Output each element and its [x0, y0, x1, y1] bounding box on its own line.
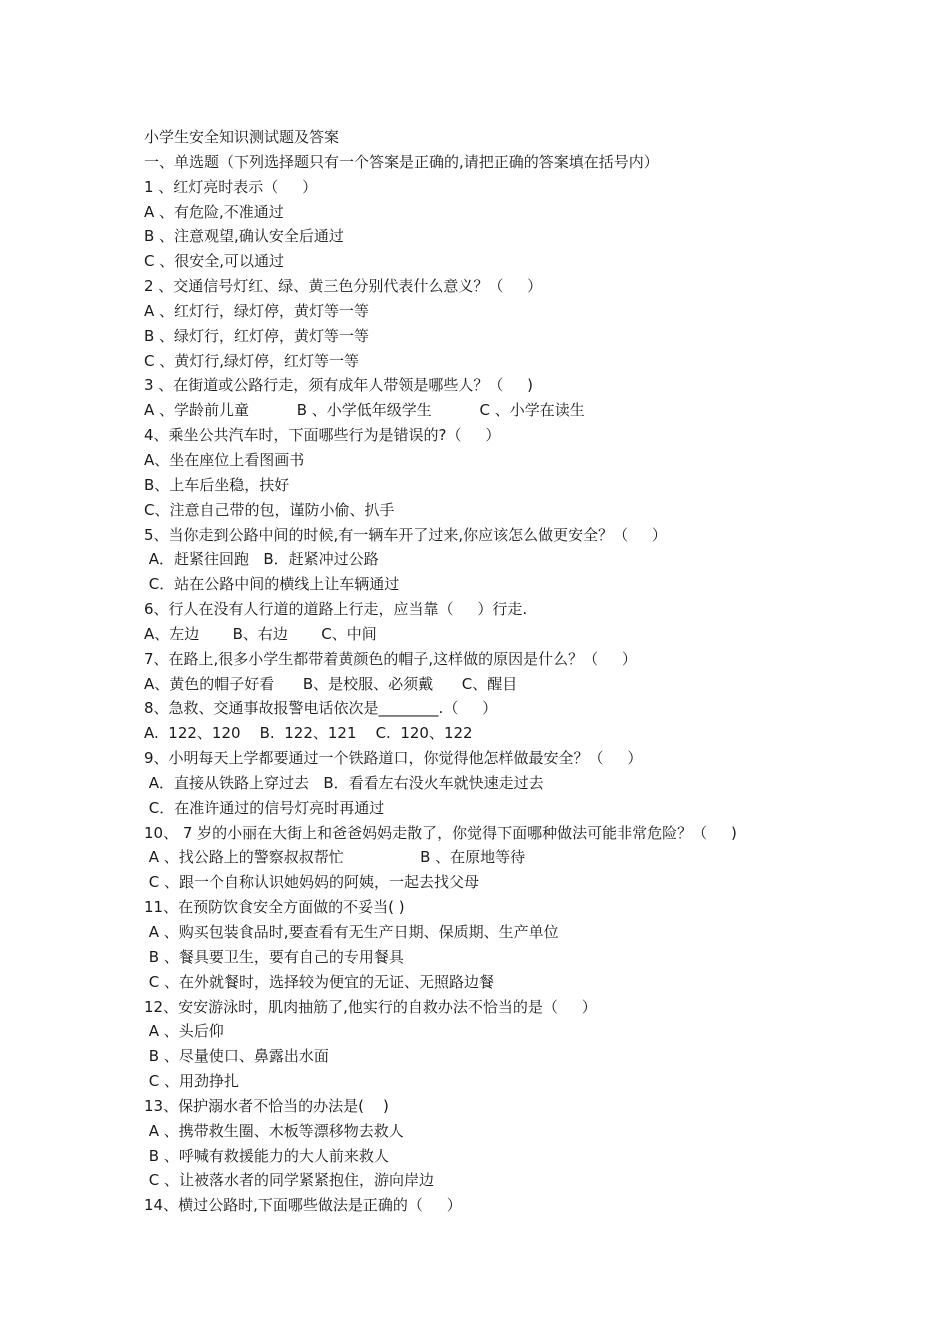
question-4-option-b: B、上车后坐稳，扶好 [144, 475, 290, 494]
question-8-options: A. 122、120 B. 122、121 C. 120、122 [144, 724, 473, 743]
question-5-options-ab: A．赶紧往回跑 B．赶紧冲过公路 [144, 550, 379, 569]
question-1-option-c: C 、很安全,可以通过 [144, 252, 285, 271]
document-title: 小学生安全知识测试题及答案 [144, 128, 340, 146]
question-7-options: A、黄色的帽子好看 B、是校服、必须戴 C、醒目 [144, 674, 518, 693]
question-13-option-a: A 、携带救生圈、木板等漂移物去救人 [144, 1121, 404, 1140]
question-12-option-b: B 、尽量使口、鼻露出水面 [144, 1047, 329, 1066]
question-1-option-a: A 、有危险,不准通过 [144, 202, 284, 221]
section-heading: 一、单选题（下列选择题只有一个答案是正确的,请把正确的答案填在括号内） [144, 152, 659, 171]
question-13-option-b: B 、呼喊有救援能力的大人前来救人 [144, 1146, 389, 1165]
question-10-options-ab: A 、找公路上的警察叔叔帮忙 B 、在原地等待 [144, 848, 526, 867]
question-10: 10、 7 岁的小丽在大街上和爸爸妈妈走散了，你觉得下面哪种做法可能非常危险？（ ) [144, 823, 737, 842]
question-11-option-a: A 、购买包装食品时,要查看有无生产日期、保质期、生产单位 [144, 923, 559, 941]
question-9: 9、小明每天上学都要通过一个铁路道口，你觉得他怎样做最安全？（ ） [144, 749, 643, 768]
question-2-option-c: C 、黄灯行,绿灯停，红灯等一等 [144, 351, 360, 370]
question-11: 11、在预防饮食安全方面做的不妥当( ) [144, 898, 405, 917]
question-1-option-b: B 、注意观望,确认安全后通过 [144, 227, 344, 246]
question-8: 8、急救、交通事故报警电话依次是________.（ ） [144, 699, 498, 718]
question-7: 7、在路上,很多小学生都带着黄颜色的帽子,这样做的原因是什么？（ ） [144, 649, 637, 668]
question-13-option-c: C 、让被落水者的同学紧紧抱住，游向岸边 [144, 1171, 435, 1190]
question-1: 1 、红灯亮时表示（ ） [144, 177, 318, 196]
question-12-option-c: C 、用劲挣扎 [144, 1072, 240, 1091]
question-4: 4、乘坐公共汽车时，下面哪些行为是错误的?（ ） [144, 426, 501, 445]
question-6: 6、行人在没有人行道的道路上行走，应当靠（ ）行走. [144, 600, 528, 619]
question-3: 3 、在街道或公路行走，须有成年人带领是哪些人？（ ) [144, 376, 534, 395]
question-9-options-ab: A．直接从铁路上穿过去 B．看看左右没火车就快速走过去 [144, 773, 544, 792]
question-2-option-a: A 、红灯行，绿灯停，黄灯等一等 [144, 301, 370, 320]
question-11-option-b: B 、餐具要卫生，要有自己的专用餐具 [144, 947, 404, 966]
question-12-option-a: A 、头后仰 [144, 1022, 224, 1041]
question-6-options: A、左边 B、右边 C、中间 [144, 624, 377, 643]
question-3-options: A 、学龄前儿童 B 、小学低年级学生 C 、小学在读生 [144, 401, 585, 420]
question-4-option-c: C、注意自己带的包，谨防小偷、扒手 [144, 500, 395, 519]
question-2: 2 、交通信号灯红、绿、黄三色分别代表什么意义？（ ） [144, 277, 543, 296]
question-11-option-c: C 、在外就餐时，选择较为便宜的无证、无照路边餐 [144, 972, 495, 991]
question-10-option-c: C 、跟一个自称认识她妈妈的阿姨，一起去找父母 [144, 873, 480, 892]
question-4-option-a: A、坐在座位上看图画书 [144, 450, 305, 469]
document-content [144, 125, 824, 1218]
question-5-option-c: C．站在公路中间的横线上让车辆通过 [144, 575, 400, 594]
question-14: 14、横过公路时,下面哪些做法是正确的（ ） [144, 1196, 462, 1215]
question-5: 5、当你走到公路中间的时候,有一辆车开了过来,你应该怎么做更安全？（ ） [144, 525, 667, 544]
question-13: 13、保护溺水者不恰当的办法是( ) [144, 1096, 389, 1115]
question-12: 12、安安游泳时，肌肉抽筋了,他实行的自救办法不恰当的是（ ） [144, 997, 597, 1016]
question-2-option-b: B 、绿灯行，红灯停，黄灯等一等 [144, 326, 370, 345]
question-9-option-c: C．在准许通过的信号灯亮时再通过 [144, 798, 385, 817]
